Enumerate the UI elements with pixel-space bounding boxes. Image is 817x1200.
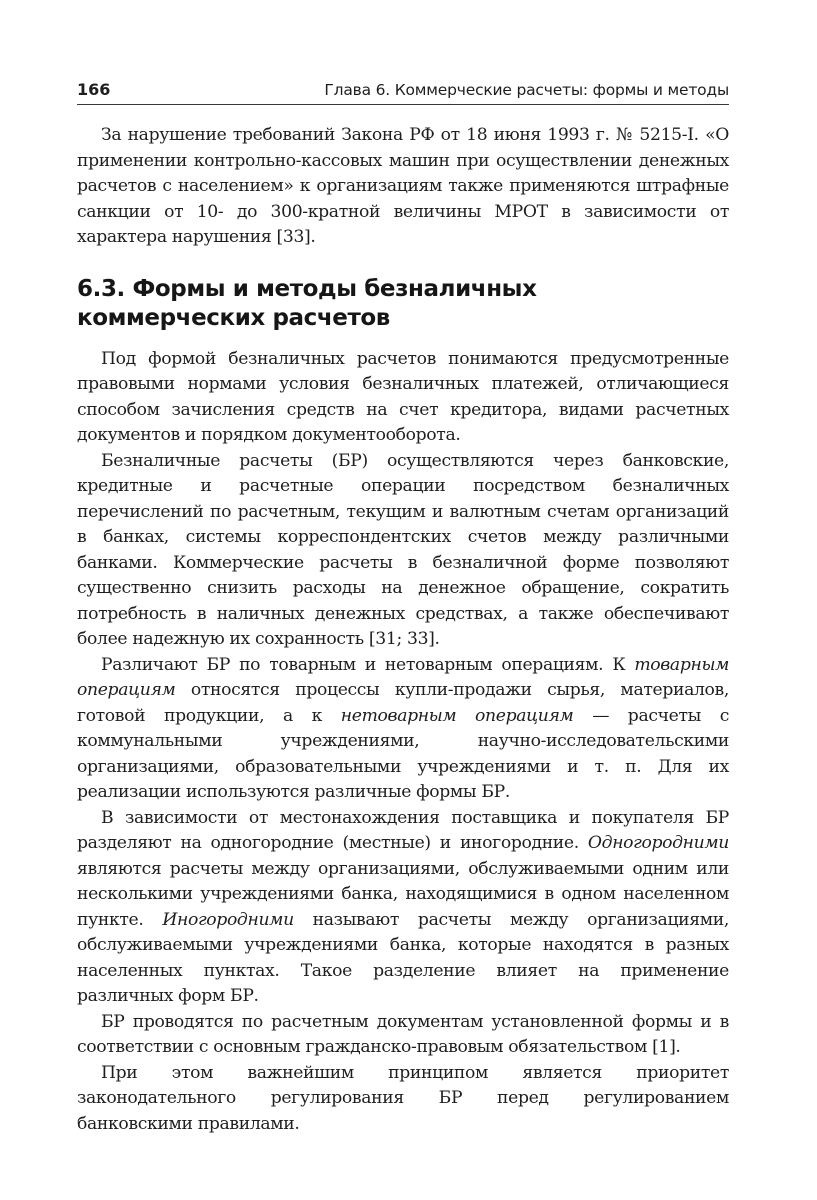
text-run: называют расчеты между организациями, обслуживаемыми учреждениями банка, которые находятся в разных населенных пунктах. Такое разделение влияет на применение различных форм БР. — [77, 909, 729, 1006]
text-run: относятся процессы купли-продажи сырья, материалов, готовой продукции, а к — [77, 680, 729, 726]
paragraph-penalties: За нарушение требований Закона РФ от 18 июня 1993 г. № 5215-I. «О применении контрольно-кассовых машин при осуществлении денежных расчетов с населением» к организациям также применяются штрафные санкции от 10- до 300-кратной величины МРОТ в зависимости от характера нарушения [33]. — [77, 125, 729, 247]
paragraph-operation-types — [77, 653, 729, 806]
paragraph-principle: При этом важнейшим принципом является приоритет законодательного регулирования БР перед регулированием банковскими правилами. — [77, 1062, 729, 1134]
paragraph-definition: Под формой безналичных расчетов понимаются предусмотренные правовыми нормами условия безналичных платежей, отличающиеся способом зачисления средств на счет кредитора, видами расчетных документов и порядком документооборота. — [77, 348, 729, 445]
text-run: — расчеты с коммунальными учреждениями, научно-исследовательскими организациями, образовательными учреждениями и т. п. Для их реализации используются различные формы БР. — [77, 705, 729, 802]
text-run: В зависимости от местонахождения поставщика и покупателя БР разделяют на одногородние (местные) и иногородние. — [77, 807, 729, 853]
text-run: являются расчеты между организациями, обслуживаемыми одним или несколькими учреждениями банка, находящимися в одном населенном пункте. — [77, 858, 729, 930]
paragraph-location-types — [77, 806, 729, 1010]
section-heading: 6.3. Формы и методы безналичных коммерческих расчетов — [77, 275, 537, 331]
text-run: Различают БР по товарным и нетоварным операциям. К — [101, 654, 635, 675]
chapter-title: Глава 6. Коммерческие расчеты: формы и методы — [324, 81, 729, 99]
paragraph-documents: БР проводятся по расчетным документам установленной формы и в соответствии с основным гражданско-правовым обязательством [1]. — [77, 1011, 729, 1057]
page-number: 166 — [77, 80, 111, 99]
term-non-goods-operations: нетоварным операциям — [340, 705, 574, 726]
term-intercity: Иногородними — [162, 909, 294, 930]
term-local: Одногородними — [587, 833, 729, 853]
term-goods-operations: товарным операциям — [77, 654, 729, 700]
paragraph-cashless-settlements: Безналичные расчеты (БР) осуществляются через банковские, кредитные и расчетные операции посредством безналичных перечислений по расчетным, текущим и валютным счетам организаций в банках, системы корреспондентских счетов между различными банками. Коммерческие расчеты в безналичной форме позволяют существенно снизить расходы на денежное обращение, сократить потребность в наличных денежных средствах, а также обеспечивают более надежную их сохранность [31; 33]. — [77, 450, 729, 649]
page-body — [77, 123, 729, 1137]
running-header — [77, 76, 729, 105]
